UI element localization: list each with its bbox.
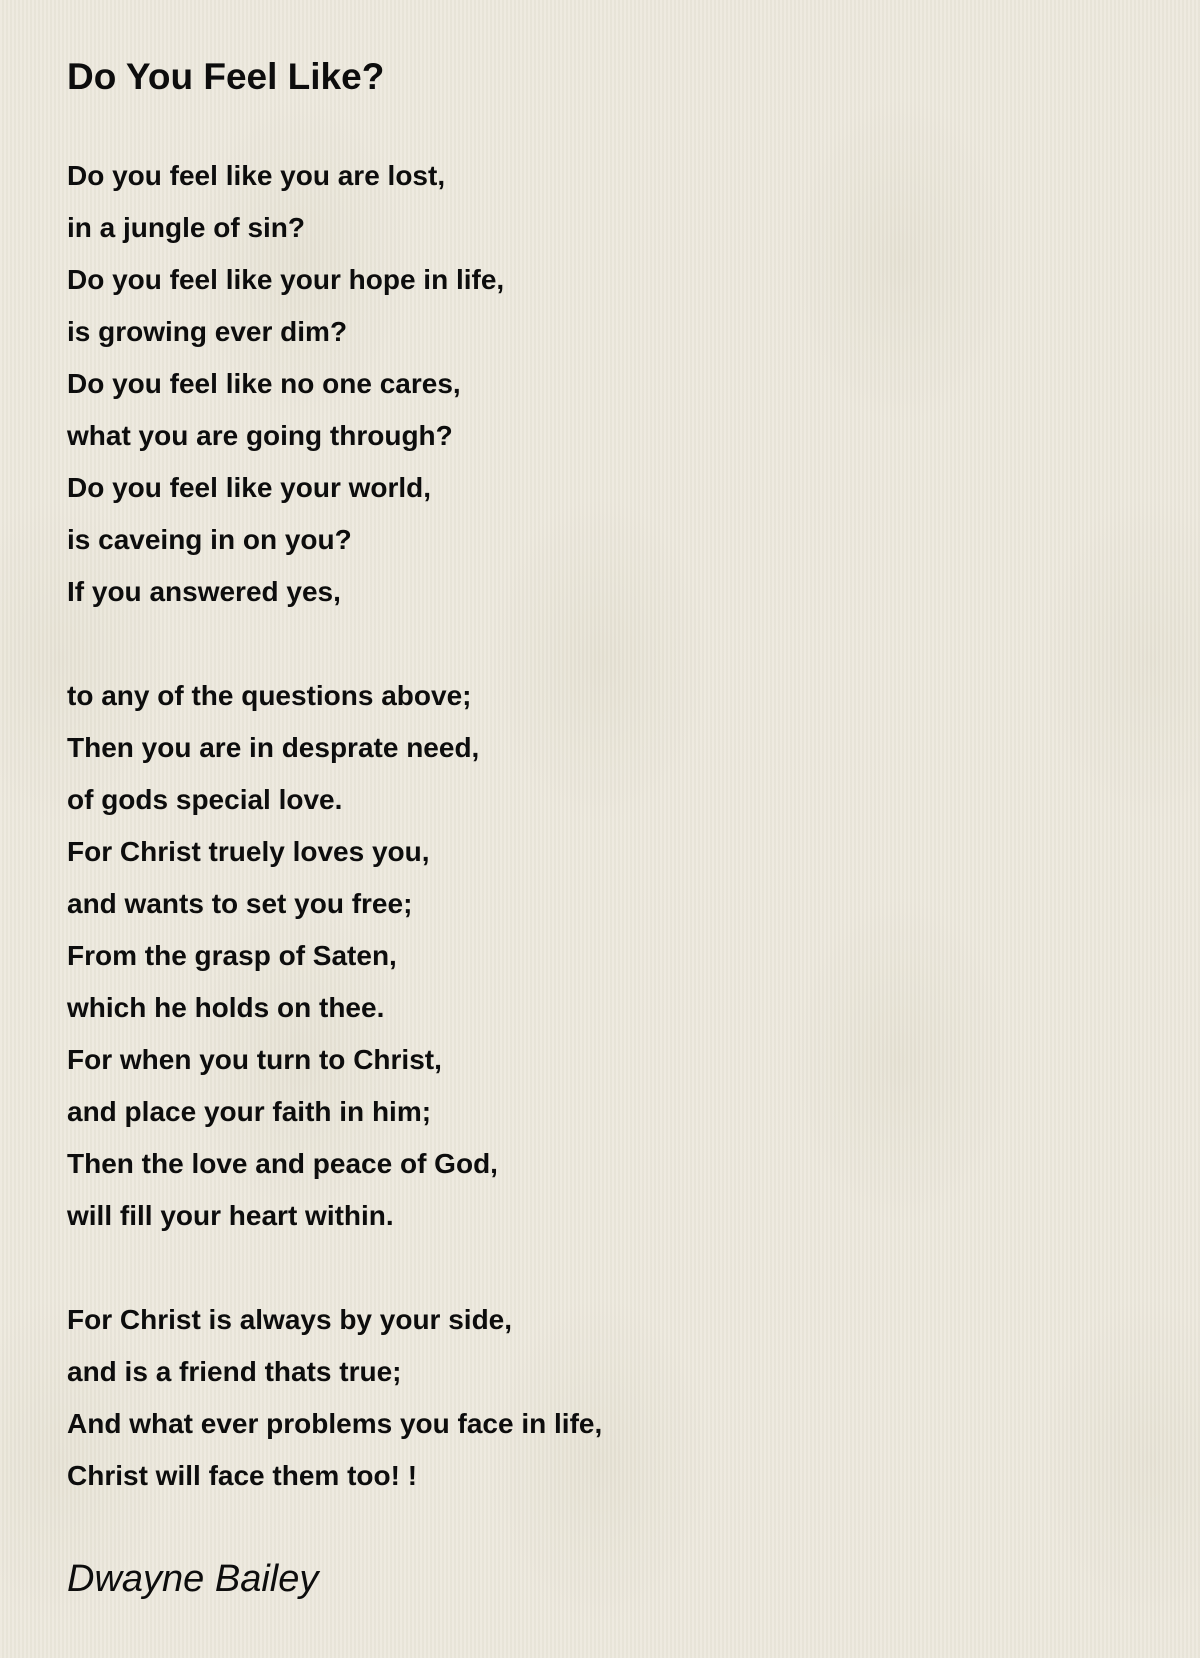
poem-line: And what ever problems you face in life,	[67, 1408, 603, 1439]
poem-line: Do you feel like you are lost,	[67, 160, 446, 191]
poem-line: is caveing in on you?	[67, 524, 352, 555]
stanza-break	[67, 1242, 1067, 1294]
stanza-break	[67, 618, 1067, 670]
poem-line: If you answered yes,	[67, 576, 341, 607]
poem-line: what you are going through?	[67, 420, 453, 451]
poem-line: Do you feel like your world,	[67, 472, 432, 503]
poem-author: Dwayne Bailey	[67, 1558, 319, 1600]
poem-line: and place your faith in him;	[67, 1096, 432, 1127]
poem-page	[67, 50, 1067, 1604]
poem-line: Then you are in desprate need,	[67, 732, 480, 763]
poem-line: For when you turn to Christ,	[67, 1044, 442, 1075]
poem-line: For Christ is always by your side,	[67, 1304, 513, 1335]
poem-line: in a jungle of sin?	[67, 212, 305, 243]
poem-line: Then the love and peace of God,	[67, 1148, 498, 1179]
poem-line: and wants to set you free;	[67, 888, 413, 919]
poem-line: For Christ truely loves you,	[67, 836, 430, 867]
poem-line: to any of the questions above;	[67, 680, 472, 711]
poem-line: is growing ever dim?	[67, 316, 348, 347]
poem-line: which he holds on thee.	[67, 992, 385, 1023]
poem-body	[67, 150, 1067, 1502]
poem-line: Do you feel like no one cares,	[67, 368, 461, 399]
poem-line: From the grasp of Saten,	[67, 940, 397, 971]
poem-title: Do You Feel Like?	[67, 56, 385, 97]
poem-line: Do you feel like your hope in life,	[67, 264, 505, 295]
poem-line: Christ will face them too! !	[67, 1460, 418, 1491]
poem-line: and is a friend thats true;	[67, 1356, 402, 1387]
poem-line: will fill your heart within.	[67, 1200, 394, 1231]
poem-line: of gods special love.	[67, 784, 343, 815]
